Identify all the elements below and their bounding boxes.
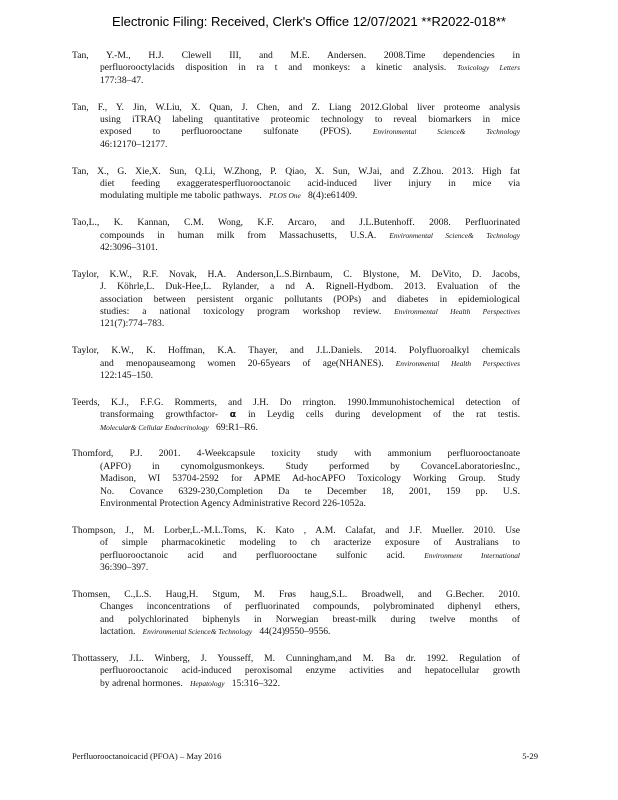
page-footer bbox=[72, 751, 538, 761]
reference-entry bbox=[72, 525, 520, 575]
reference-line: Tan, F., Y. Jin, W.Liu, X. Quan, J. Chen, and Z. Liang 2012.Global liver proteome analysis bbox=[72, 101, 520, 113]
journal-name: Environmental Science& Technology bbox=[142, 627, 253, 637]
page-number: 5-29 bbox=[522, 751, 538, 761]
reference-line: 177:38–47. bbox=[100, 74, 144, 86]
reference-entry bbox=[72, 653, 520, 690]
journal-name: Hepatology bbox=[190, 678, 225, 688]
reference-line: Thomford, P.J. 2001. 4-Weekcapsule toxicity study with ammonium perfluorooctanoate bbox=[72, 448, 520, 460]
reference-line: Changes inconcentrations of perfluorinated compounds, polybrominated diphenyl ethers, bbox=[100, 601, 520, 613]
reference-line: Taylor, K.W., R.F. Novak, H.A. Anderson,L.S.Birnbaum, C. Blystone, M. DeVito, D. Jacobs, bbox=[72, 268, 520, 280]
reference-line: Tan, X., G. Xie,X. Sun, Q.Li, W.Zhong, P. Qiao, X. Sun, W.Jai, and Z.Zhou. 2013. High fat bbox=[72, 165, 520, 177]
reference-line: J. Köhrle,L. Duk-Hee,L. Rylander, a nd A. Rignell-Hydbom. 2013. Evaluation of the bbox=[100, 281, 520, 293]
reference-line: of simple pharmacokinetic modeling to ch aracterize exposure of Australians to bbox=[100, 537, 520, 549]
reference-line: perfluorooctylacids disposition in ra t and monkeys: a kinetic analysis. Toxicology Letters bbox=[100, 62, 520, 74]
reference-entry bbox=[72, 217, 520, 254]
reference-line: modulating multiple me tabolic pathways. PLOS One 8(4):e61409. bbox=[100, 190, 358, 202]
journal-name: Environmental Health Perspectives bbox=[394, 307, 520, 317]
reference-line: 122:145–150. bbox=[100, 370, 154, 382]
reference-line: transformaing growthfactor- 𝝰 in Leydig cells during development of the rat testis. bbox=[100, 409, 520, 421]
reference-entry bbox=[72, 166, 520, 203]
reference-line: association between persistent organic pollutants (POPs) and diabetes in epidemiological bbox=[100, 293, 520, 305]
reference-entry bbox=[72, 269, 520, 331]
journal-name: Environmental Science& Technology bbox=[372, 127, 520, 137]
reference-line: and menopauseamong women 20-65years of age(NHANES). Environmental Health Perspectives bbox=[100, 357, 520, 369]
reference-entry bbox=[72, 102, 520, 152]
reference-entry bbox=[72, 50, 520, 87]
journal-name: Environmental Science& Technology bbox=[389, 230, 520, 240]
reference-line: perfluorooctanoic acid and perfluorooctane sulfonic acid. Environment International bbox=[100, 549, 520, 561]
journal-name: Environment International bbox=[424, 550, 520, 560]
reference-line: Environmental Protection Agency Administrative Record 226-1052a. bbox=[100, 498, 366, 510]
filing-header: Electronic Filing: Received, Clerk's Office 12/07/2021 **R2022-018** bbox=[112, 14, 506, 29]
reference-line: No. Covance 6329-230,Completion Da te December 18, 2001, 159 pp. U.S. bbox=[100, 485, 520, 497]
reference-line: Thomsen, C.,L.S. Haug,H. Stgum, M. Frøs haug,S.L. Broadwell, and G.Becher. 2010. bbox=[72, 588, 520, 600]
reference-line: Thottassery, J.L. Winberg, J. Yousseff, M. Cunningham,and M. Ba dr. 1992. Regulation of bbox=[72, 652, 520, 664]
reference-line: 46:12170–12177. bbox=[100, 138, 168, 150]
reference-line: compounds in human milk from Massachusetts, U.S.A. Environmental Science& Technology bbox=[100, 229, 520, 241]
reference-line: (APFO) in cynomolgusmonkeys. Study performed by CovanceLaboratoriesInc., bbox=[100, 460, 520, 472]
reference-line: using iTRAQ labeling quantitative proteomic technology to reveal biomarkers in mice bbox=[100, 114, 520, 126]
reference-line: diet feeding exaggeratesperfluorooctanoic acid-induced liver injury in mice via bbox=[100, 178, 520, 190]
reference-line: Molecular& Cellular Endocrinology 69:R1–R6. bbox=[100, 421, 258, 433]
reference-line: studies: a national toxicology program workshop review. Environmental Health Perspectives bbox=[100, 306, 520, 318]
reference-line: Teerds, K.J., F.F.G. Rommerts, and J.H. Do rrington. 1990.Immunohistochemical detection of bbox=[72, 396, 520, 408]
reference-line: by adrenal hormones. Hepatology 15:316–322. bbox=[100, 677, 280, 689]
reference-line: 36:390–397. bbox=[100, 562, 149, 574]
reference-line: Tao,L., K. Kannan, C.M. Wong, K.F. Arcaro, and J.L.Butenhoff. 2008. Perfluorinated bbox=[72, 217, 520, 229]
reference-line: Taylor, K.W., K. Hoffman, K.A. Thayer, and J.L.Daniels. 2014. Polyfluoroalkyl chemicals bbox=[72, 345, 520, 357]
reference-line: Thompson, J., M. Lorber,L.-M.L.Toms, K. Kato , A.M. Calafat, and J.F. Mueller. 2010. Use bbox=[72, 524, 520, 536]
reference-line: perfluorooctanoic acid-induced peroxisomal enzyme activities and hepatocellular growth bbox=[100, 665, 520, 677]
reference-line: and polychlorinated biphenyls in Norwegian breast-milk during twelve months of bbox=[100, 613, 520, 625]
reference-line: Tan, Y.-M., H.J. Clewell III, and M.E. Andersen. 2008.Time dependencies in bbox=[72, 50, 520, 61]
journal-name: PLOS One bbox=[268, 191, 301, 201]
reference-line: lactation. Environmental Science& Technology 44(24)9550–9556. bbox=[100, 626, 331, 638]
reference-entry bbox=[72, 345, 520, 382]
reference-entry bbox=[72, 589, 520, 639]
journal-name: Environmental Health Perspectives bbox=[395, 358, 520, 368]
reference-line: 42:3096–3101. bbox=[100, 242, 158, 254]
journal-name: Molecular& Cellular Endocrinology bbox=[100, 422, 209, 432]
reference-line: exposed to perfluorooctane sulfonate (PFOS). Environmental Science& Technology bbox=[100, 126, 520, 138]
footer-document-title: Perfluorooctanoicacid (PFOA) – May 2016 bbox=[72, 751, 222, 761]
reference-line: Madison, WI 53704-2592 for APME Ad-hocAPFO Toxicology Working Group. Study bbox=[100, 473, 520, 485]
journal-name: Toxicology Letters bbox=[457, 63, 520, 73]
reference-entry bbox=[72, 397, 520, 434]
reference-list bbox=[72, 50, 520, 705]
reference-line: 121(7):774–783. bbox=[100, 318, 165, 330]
reference-entry bbox=[72, 448, 520, 510]
